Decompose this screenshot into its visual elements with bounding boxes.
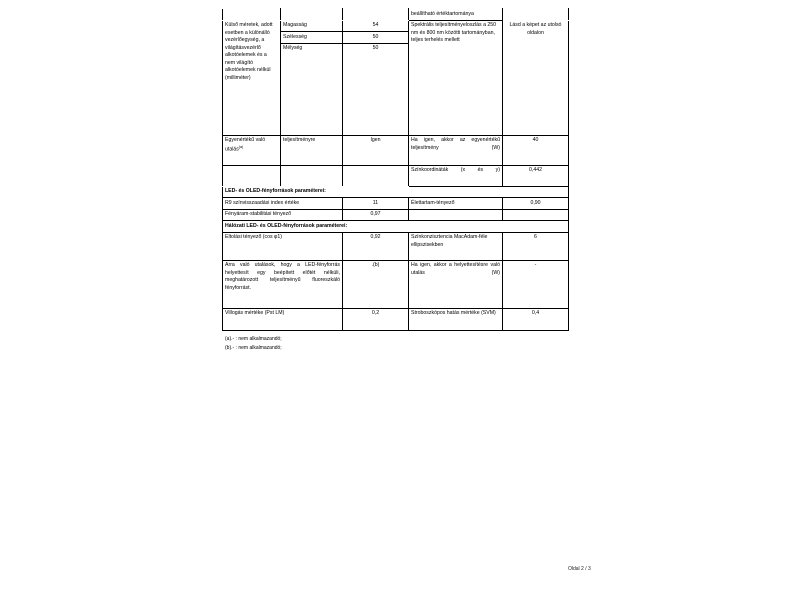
cell-replacement-label: Arra való utalások, hogy a LED-fényforrás helyettesít egy beépített előtét nélküli, meghatározott teljesítményű fluoreszkáló fényforrást. bbox=[223, 260, 343, 308]
equivalence-footnote-marker: (a) bbox=[238, 144, 244, 149]
cell-replacement-right-value: - bbox=[503, 260, 569, 308]
parameters-table bbox=[222, 8, 569, 331]
table-row-displacement bbox=[223, 232, 569, 260]
cell-dim-height-value: 54 bbox=[343, 20, 409, 32]
cell-displacement-label: Eltolási tényező (cos φ1) bbox=[223, 232, 343, 260]
cell-equivalence-col2: teljesítményre bbox=[281, 135, 343, 165]
cell-adjustable-range: beállítható értéktartománya bbox=[409, 9, 503, 21]
cell-stroboscopic-value: 0,4 bbox=[503, 308, 569, 330]
table-row-lumen bbox=[223, 209, 569, 221]
cell-dim-height-label: Magasság bbox=[281, 20, 343, 32]
cell-chromaticity-label: Színkoordináták (x és y) bbox=[409, 165, 503, 186]
table-row-flicker bbox=[223, 308, 569, 330]
cell-equivalence-col5: 40 bbox=[503, 135, 569, 165]
page-number: Oldal 2 / 3 bbox=[568, 566, 591, 572]
table-row-section-led bbox=[223, 186, 569, 198]
cell-section-led: LED- és OLED-fényforrások paraméterei: bbox=[223, 186, 569, 198]
cell-replacement-right-label: Ha igen, akkor a helyettesítésre való utalás (W) bbox=[409, 260, 503, 308]
footnote-a: (a).- : nem alkalmazandó; bbox=[225, 335, 282, 342]
document-body bbox=[222, 8, 568, 354]
cell-dim-depth-label: Mélység bbox=[281, 43, 343, 135]
cell-flicker-label: Villogás mértéke (Pst LM) bbox=[223, 308, 343, 330]
table-row-top-partial bbox=[223, 9, 569, 21]
cell-color-consistency-label: Színkonzisztencia MacAdam-féle ellipszisekben bbox=[409, 232, 503, 260]
cell-r9-value: 11 bbox=[343, 198, 409, 210]
cell-section-mains: Hálózati LED- és OLED-fényforrások paraméterei: bbox=[223, 221, 569, 233]
cell-dimensions-label: Külső méretek, adott esetben a különálló vezérlőegység, a világításvezérlő alkotóelemek és a nem világító alkotóelemek nélkül (milliméter) bbox=[223, 20, 281, 135]
table-row-replacement bbox=[223, 260, 569, 308]
table-row-equivalence bbox=[223, 135, 569, 165]
cell-spectral-value: Lásd a képet az utolsó oldalon bbox=[503, 20, 569, 135]
cell-lumen-value: 0,97 bbox=[343, 209, 409, 221]
cell-color-consistency-value: 6 bbox=[503, 232, 569, 260]
footnote-b: (b).- : nem alkalmazandó; bbox=[225, 345, 282, 352]
cell-lifetime-label: Élettartam-tényező bbox=[409, 198, 503, 210]
cell-dim-width-label: Szélesség bbox=[281, 32, 343, 44]
cell-equivalence-col3: Igen bbox=[343, 135, 409, 165]
table-row-r9 bbox=[223, 198, 569, 210]
table-row-dimensions-height bbox=[223, 20, 569, 32]
cell-dim-depth-value: 50 bbox=[343, 43, 409, 135]
table-row-section-mains bbox=[223, 221, 569, 233]
cell-lumen-label: Fényáram-stabilitási tényező bbox=[223, 209, 343, 221]
cell-equivalence-col4: Ha igen, akkor az egyenértékű teljesítmény (W) bbox=[409, 135, 503, 165]
table-row-chromaticity bbox=[223, 165, 569, 186]
cell-r9-label: R9 színvisszaadási index értéke bbox=[223, 198, 343, 210]
equivalence-label-text: Egyenértékű való utalás bbox=[225, 137, 266, 153]
cell-equivalence-label bbox=[223, 135, 281, 165]
cell-spectral-label: Spektrális teljesítményeloszlás a 250 nm és 800 nm közötti tartományban, teljes terhelés mellett bbox=[409, 20, 503, 135]
cell-stroboscopic-label: Stroboszkópos hatás mértéke (SVM) bbox=[409, 308, 503, 330]
cell-displacement-value: 0,92 bbox=[343, 232, 409, 260]
cell-replacement-value: .(b) bbox=[343, 260, 409, 308]
cell-chromaticity-value: 0,442 bbox=[503, 165, 569, 186]
footnotes bbox=[222, 335, 568, 354]
cell-dim-width-value: 50 bbox=[343, 32, 409, 44]
cell-flicker-value: 0,2 bbox=[343, 308, 409, 330]
cell-lifetime-value: 0,90 bbox=[503, 198, 569, 210]
